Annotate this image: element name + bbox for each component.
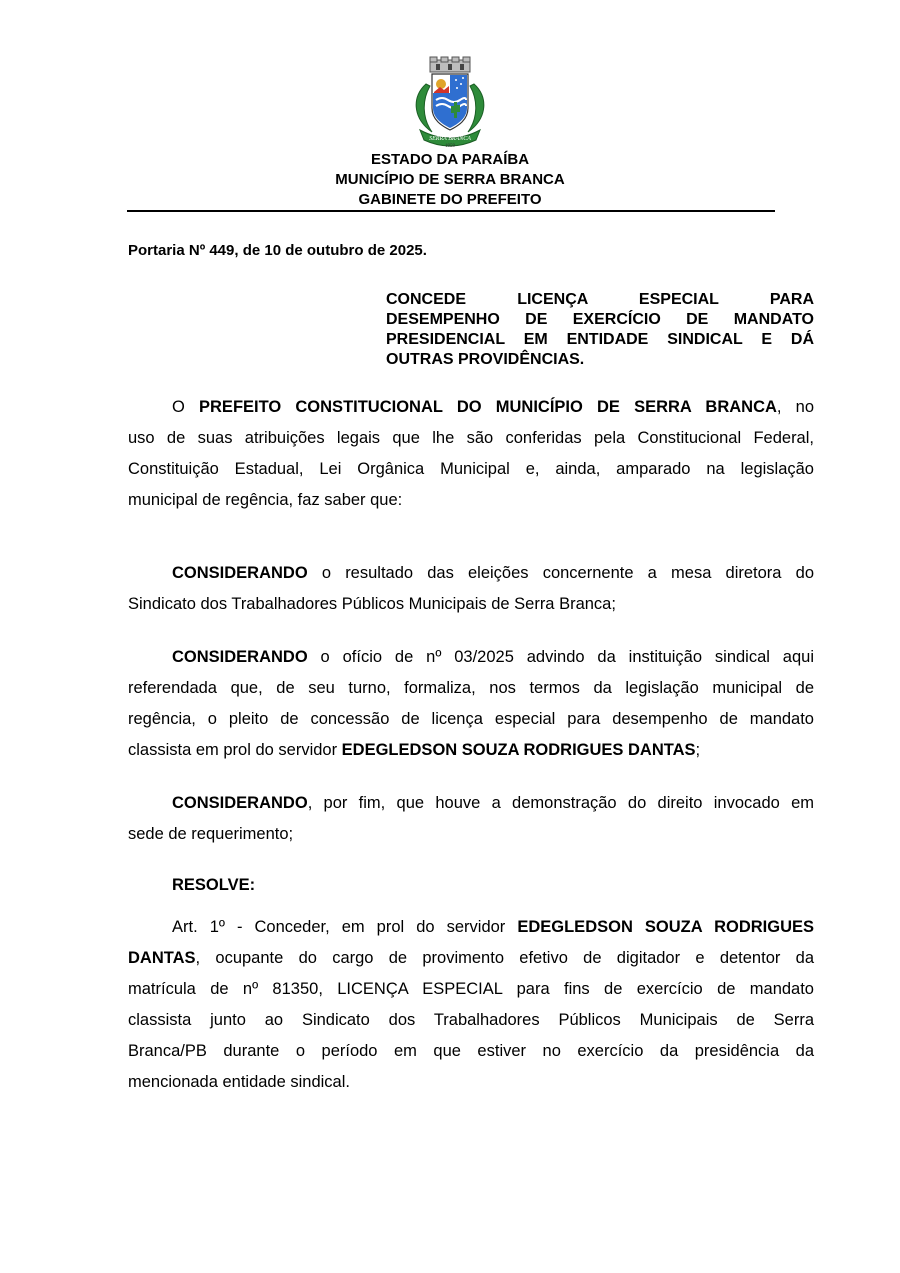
text-run: o resultado das eleições concernente a mesa diretora do <box>307 564 814 582</box>
paragraph-line: Branca/PB durante o período em que estiver no exercício da presidência da <box>128 1042 814 1060</box>
ementa-line: OUTRAS PROVIDÊNCIAS. <box>386 351 585 368</box>
ementa <box>386 290 814 370</box>
portaria-title: Portaria Nº 449, de 10 de outubro de 2025. <box>128 242 427 259</box>
paragraph-line: sede de requerimento; <box>128 825 294 843</box>
header-office: GABINETE DO PREFEITO <box>358 191 542 208</box>
paragraph-line <box>128 912 814 943</box>
text-run: , por fim, que houve a demonstração do direito invocado em <box>307 794 814 812</box>
paragraph-line: municipal de regência, faz saber que: <box>128 491 403 509</box>
paragraph-line <box>128 735 814 766</box>
text-run: , no <box>776 398 815 416</box>
coat-of-arms-icon <box>408 56 492 148</box>
considerando-keyword: CONSIDERANDO <box>172 564 308 582</box>
header-state: ESTADO DA PARAÍBA <box>370 151 530 168</box>
considerando-paragraph <box>128 558 814 620</box>
considerando-keyword: CONSIDERANDO <box>172 794 308 812</box>
considerando-keyword: CONSIDERANDO <box>172 648 308 666</box>
paragraph-line: Constituição Estadual, Lei Orgânica Municipal e, ainda, amparado na legislação <box>128 460 814 478</box>
considerando-paragraph <box>128 642 814 766</box>
article-1-paragraph <box>128 912 814 1098</box>
text-run: o ofício de nº 03/2025 advindo da instituição sindical aqui <box>307 648 814 666</box>
municipal-crest <box>408 56 492 148</box>
paragraph-line <box>128 943 814 974</box>
preamble-paragraph <box>128 392 814 516</box>
paragraph-line: matrícula de nº 81350, LICENÇA ESPECIAL para fins de exercício de mandato <box>128 980 814 998</box>
crest-year: 1959 <box>445 144 455 148</box>
servant-name: EDEGLEDSON SOUZA RODRIGUES DANTAS <box>341 741 696 759</box>
paragraph-line <box>128 392 814 423</box>
text-run: O <box>172 398 200 416</box>
servant-name: DANTAS <box>128 949 196 967</box>
header-divider <box>127 210 775 212</box>
paragraph-line <box>128 788 814 819</box>
resolve-keyword: RESOLVE: <box>172 876 256 894</box>
paragraph-line <box>128 870 814 901</box>
paragraph-line: classista junto ao Sindicato dos Trabalhadores Públicos Municipais de Serra <box>128 1011 814 1029</box>
text-run: ; <box>695 741 701 759</box>
paragraph-line <box>128 558 814 589</box>
paragraph-line <box>128 642 814 673</box>
paragraph-line: mencionada entidade sindical. <box>128 1073 350 1091</box>
servant-name: EDEGLEDSON SOUZA RODRIGUES <box>517 918 814 936</box>
authority-title: PREFEITO CONSTITUCIONAL DO MUNICÍPIO DE SERRA BRANCA <box>199 398 777 416</box>
text-run: Art. 1º - Conceder, em prol do servidor <box>172 918 518 936</box>
paragraph-line: Sindicato dos Trabalhadores Públicos Municipais de Serra Branca; <box>128 595 616 613</box>
considerando-paragraph <box>128 788 814 850</box>
crest-ribbon-text: SERRA BRANCA <box>429 136 471 142</box>
paragraph-line: regência, o pleito de concessão de licença especial para desempenho de mandato <box>128 710 814 728</box>
ementa-line: PRESIDENCIAL EM ENTIDADE SINDICAL E DÁ <box>386 331 814 348</box>
paragraph-line: referendada que, de seu turno, formaliza, nos termos da legislação municipal de <box>128 679 814 697</box>
header-municipality: MUNICÍPIO DE SERRA BRANCA <box>335 171 565 188</box>
text-run: classista em prol do servidor <box>128 741 342 759</box>
resolve-heading <box>128 870 814 901</box>
text-run: , ocupante do cargo de provimento efetivo de digitador e detentor da <box>195 949 814 967</box>
ementa-line: DESEMPENHO DE EXERCÍCIO DE MANDATO <box>386 311 814 328</box>
ementa-line: CONCEDE LICENÇA ESPECIAL PARA <box>386 291 814 308</box>
paragraph-line: uso de suas atribuições legais que lhe são conferidas pela Constitucional Federal, <box>128 429 814 447</box>
